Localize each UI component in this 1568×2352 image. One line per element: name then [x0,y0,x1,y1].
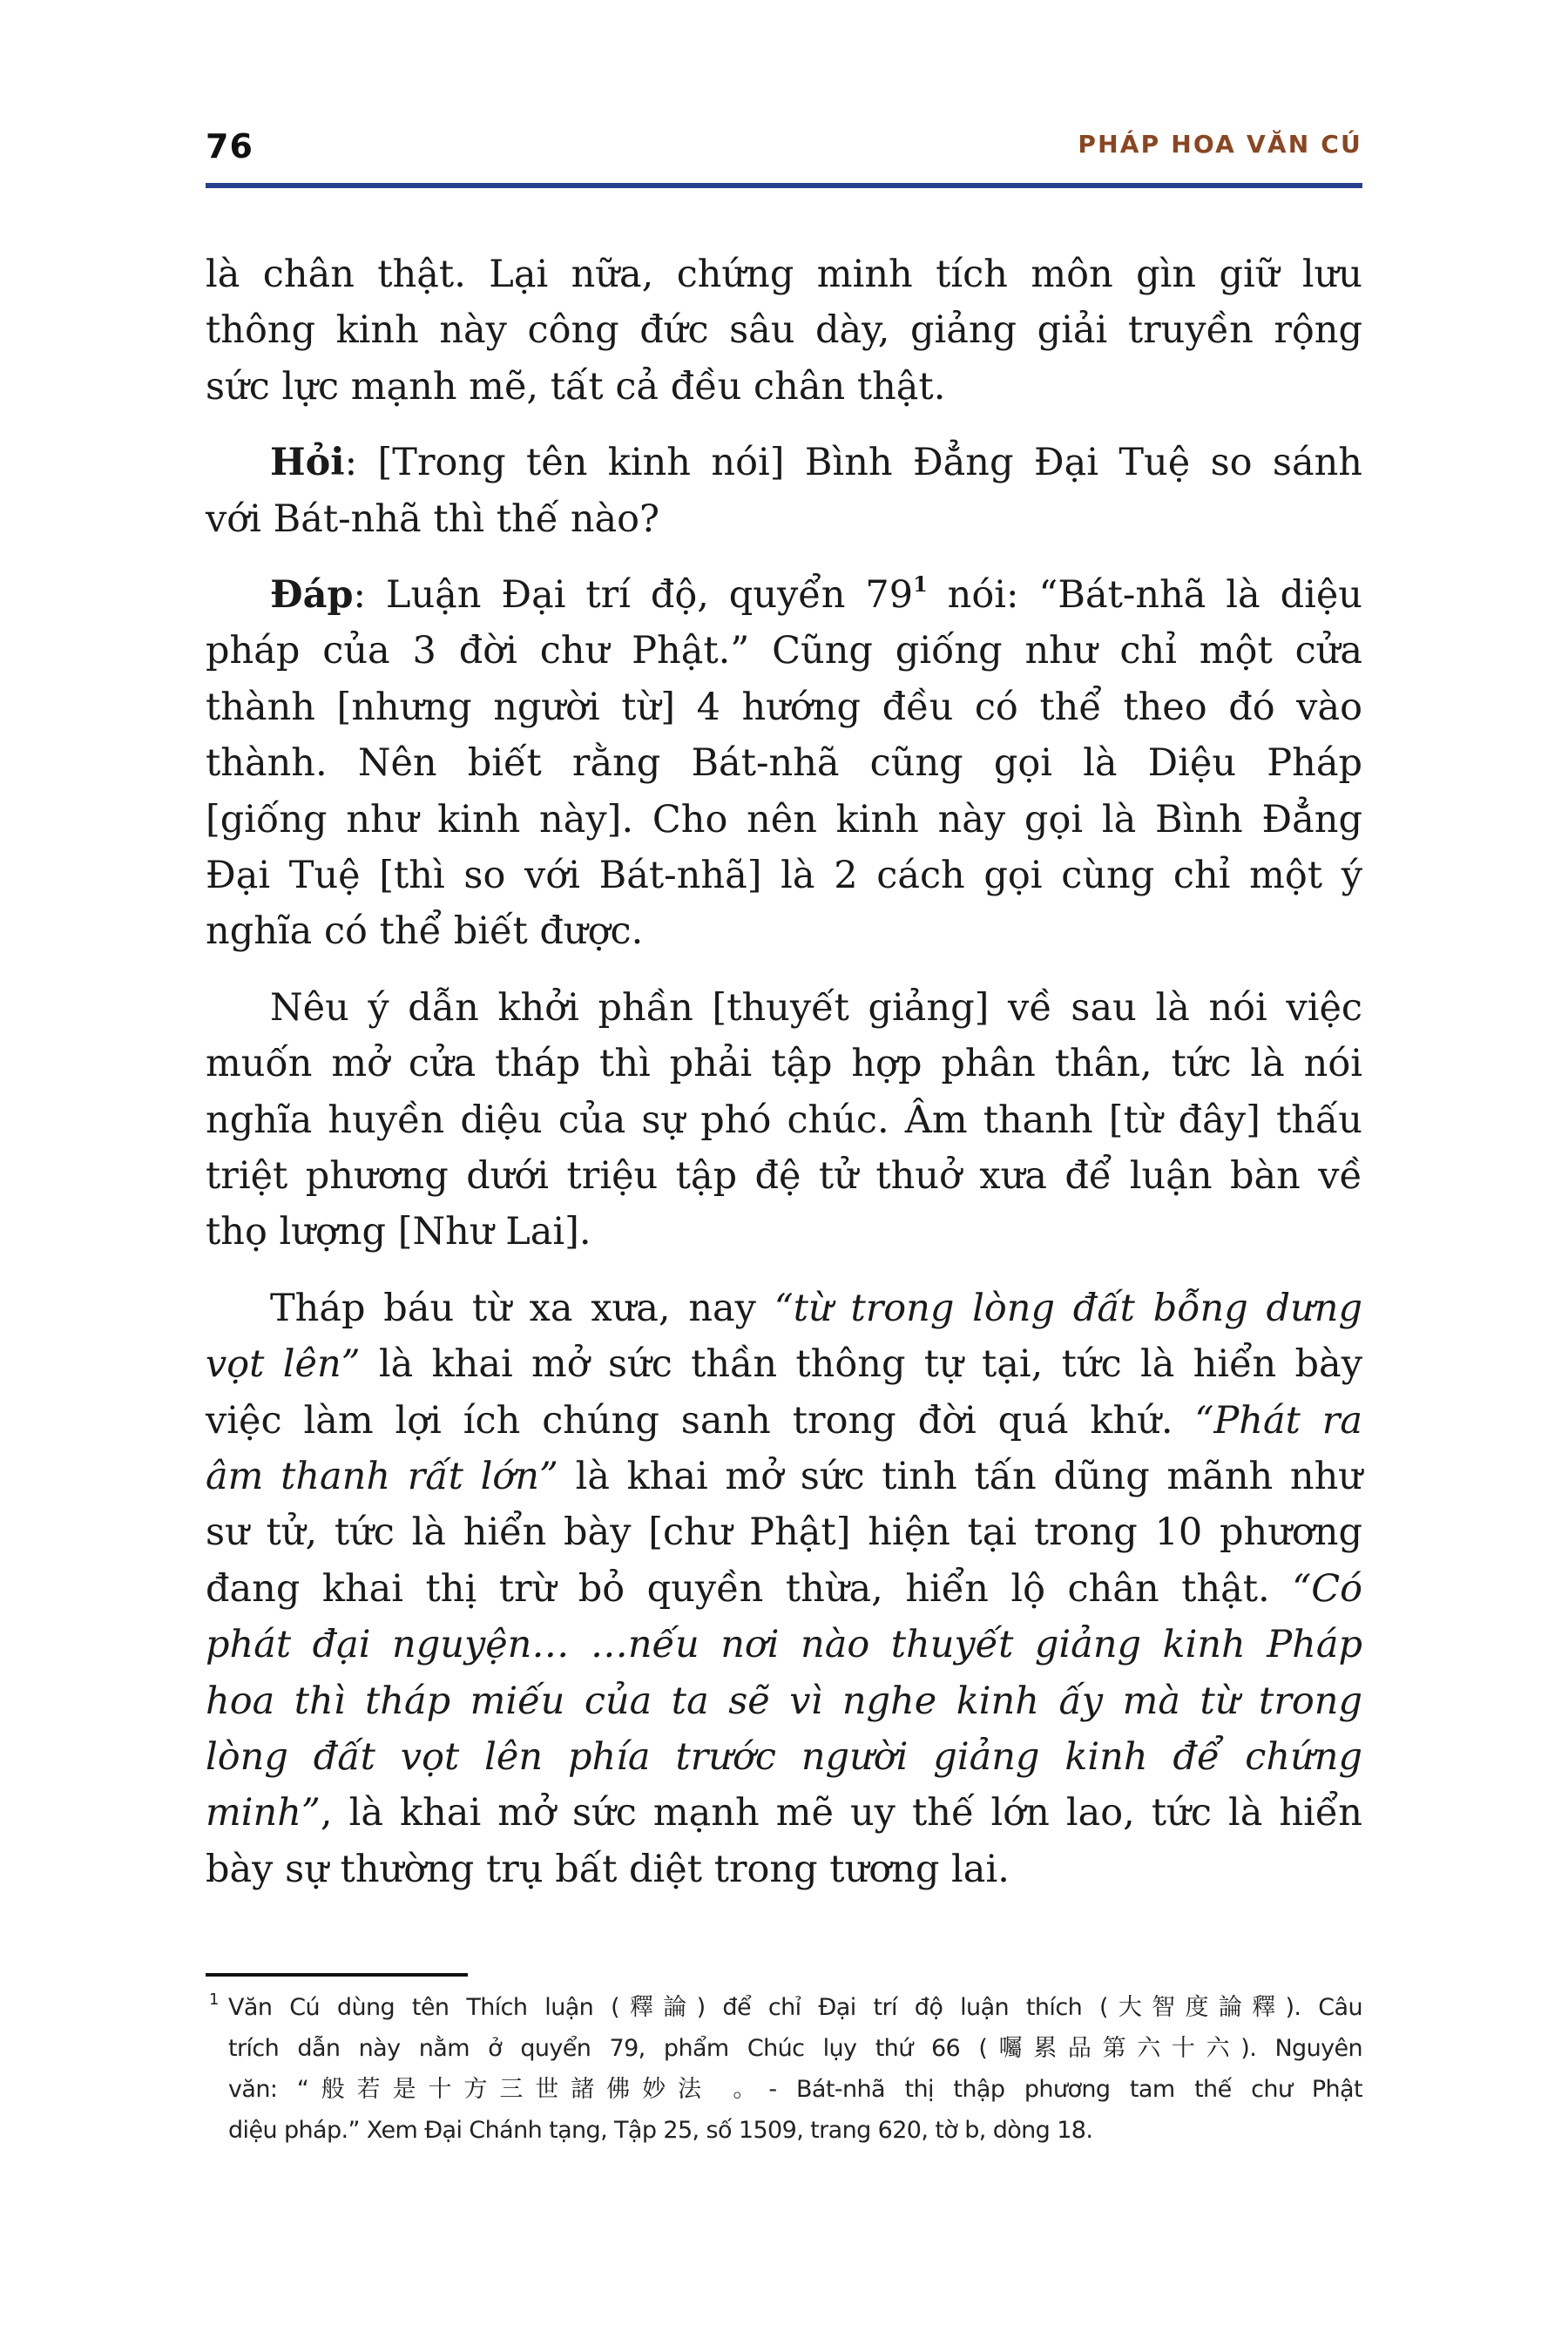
text-line [206,1204,1362,1260]
text-span: Tháp báu từ xa xưa, nay [270,1286,774,1330]
text-line [270,567,1362,623]
quoted-text: lòng đất vọt lên phía trước người giảng kinh để chứng [206,1735,1362,1779]
footnote-line: trích dẫn này nằm ở quyển 79, phẩm Chúc lụy thứ 66 (囑累品第六十六). Nguyên [228,2035,1362,2062]
footnote-line: văn: “般若是十方三世諸佛妙法 。- Bát-nhã thị thập phương tam thế chư Phật [228,2076,1362,2103]
bold-label: Hỏi [270,441,345,485]
text-span: : [Trong tên kinh nói] Bình Đẳng Đại Tuệ so sánh [344,441,1362,485]
text-span: Đại Tuệ [thì so với Bát-nhã] là 2 cách gọi cùng chỉ một ý [206,854,1362,897]
text-line [206,848,1362,903]
quoted-text: “từ trong lòng đất bỗng dưng [774,1286,1362,1330]
header-rule [206,183,1362,188]
text-line [206,903,1362,959]
text-span: nghĩa có thể biết được. [206,909,644,954]
text-span: thông kinh này công đức sâu dày, giảng giải truyền rộng [206,308,1362,353]
text-span: là khai mở sức tinh tấn dũng mãnh như [558,1455,1362,1498]
text-line [270,435,1362,490]
text-span: Nêu ý dẫn khởi phần [thuyết giảng] về sau là nói việc [270,985,1362,1030]
quoted-text: hoa thì tháp miếu của ta sẽ vì nghe kinh ấy mà từ trong [206,1679,1362,1723]
text-line [206,735,1362,791]
text-line [206,1504,1362,1560]
text-span: nói: “Bát-nhã là diệu [927,573,1363,617]
text-span: thọ lượng [Như Lai]. [206,1210,591,1254]
text-span: là chân thật. Lại nữa, chứng minh tích môn gìn giữ lưu [206,253,1362,296]
text-span: sức lực mạnh mẽ, tất cả đều chân thật. [206,364,946,409]
text-span: muốn mở cửa tháp thì phải tập hợp phân thân, tức là nói [206,1042,1362,1086]
footnote-separator [206,1973,468,1977]
footnote-mark: 1 [209,1990,219,2009]
page-number: 76 [206,127,253,166]
text-line [270,1281,1362,1336]
text-span: là khai mở sức thần thông tự tại, tức là hiển bày [360,1342,1362,1387]
text-line [206,1842,1362,1897]
text-span: sư tử, tức là hiển bày [chư Phật] hiện tại trong 10 phương [206,1511,1362,1555]
text-line [206,491,1362,547]
bold-label: Đáp [270,573,354,617]
text-span: , là khai mở sức mạnh mẽ uy thế lớn lao, tức là hiển [320,1791,1362,1835]
text-line [206,679,1362,735]
text-line [206,792,1362,848]
text-line [206,359,1362,415]
text-line [206,1092,1362,1148]
text-span: việc làm lợi ích chúng sanh trong đời quá khứ. [206,1398,1195,1443]
text-line [206,1729,1362,1785]
text-line [206,1336,1362,1392]
quoted-text: “Có [1292,1566,1362,1611]
text-line [270,980,1362,1036]
text-line [206,1617,1362,1673]
text-span: : Luận Đại trí độ, quyển 79 [353,573,914,617]
footnote-reference[interactable]: 1 [913,571,928,597]
text-line [206,1673,1362,1729]
text-line [206,1785,1362,1841]
text-line [206,1148,1362,1204]
quoted-text: phát đại nguyện… …nếu nơi nào thuyết giảng kinh Pháp [206,1623,1362,1667]
text-span: triệt phương dưới triệu tập đệ tử thuở xưa để luận bàn về [206,1154,1362,1198]
text-line [206,1561,1362,1617]
quoted-text: vọt lên” [206,1342,361,1387]
text-span: nghĩa huyền diệu của sự phó chúc. Âm thanh [từ đây] thấu [206,1098,1362,1142]
text-line [206,1393,1362,1449]
text-span: thành [nhưng người từ] 4 hướng đều có thể theo đó vào [206,685,1362,729]
quoted-text: “Phát ra [1194,1398,1362,1443]
text-line [206,1449,1362,1504]
text-span: [giống như kinh này]. Cho nên kinh này gọi là Bình Đẳng [206,797,1362,841]
text-span: đang khai thị trừ bỏ quyền thừa, hiển lộ chân thật. [206,1566,1293,1611]
footnote-line: diệu pháp.” Xem Đại Chánh tạng, Tập 25, số 1509, trang 620, tờ b, dòng 18. [228,2117,1093,2144]
running-title: PHÁP HOA VĂN CÚ [1078,130,1362,159]
quoted-text: minh” [206,1791,321,1835]
text-line [206,302,1362,358]
text-span: bày sự thường trụ bất diệt trong tương lai. [206,1847,1010,1891]
text-line [206,247,1362,302]
footnote-line: Văn Cú dùng tên Thích luận (釋論) để chỉ Đại trí độ luận thích (大智度論釋). Câu [228,1994,1362,2021]
text-span: thành. Nên biết rằng Bát-nhã cũng gọi là Diệu Pháp [206,741,1362,786]
text-span: pháp của 3 đời chư Phật.” Cũng giống như chỉ một cửa [206,629,1362,673]
quoted-text: âm thanh rất lớn” [206,1455,558,1498]
text-span: với Bát-nhã thì thế nào? [206,497,660,541]
text-line [206,623,1362,679]
text-line [206,1036,1362,1092]
